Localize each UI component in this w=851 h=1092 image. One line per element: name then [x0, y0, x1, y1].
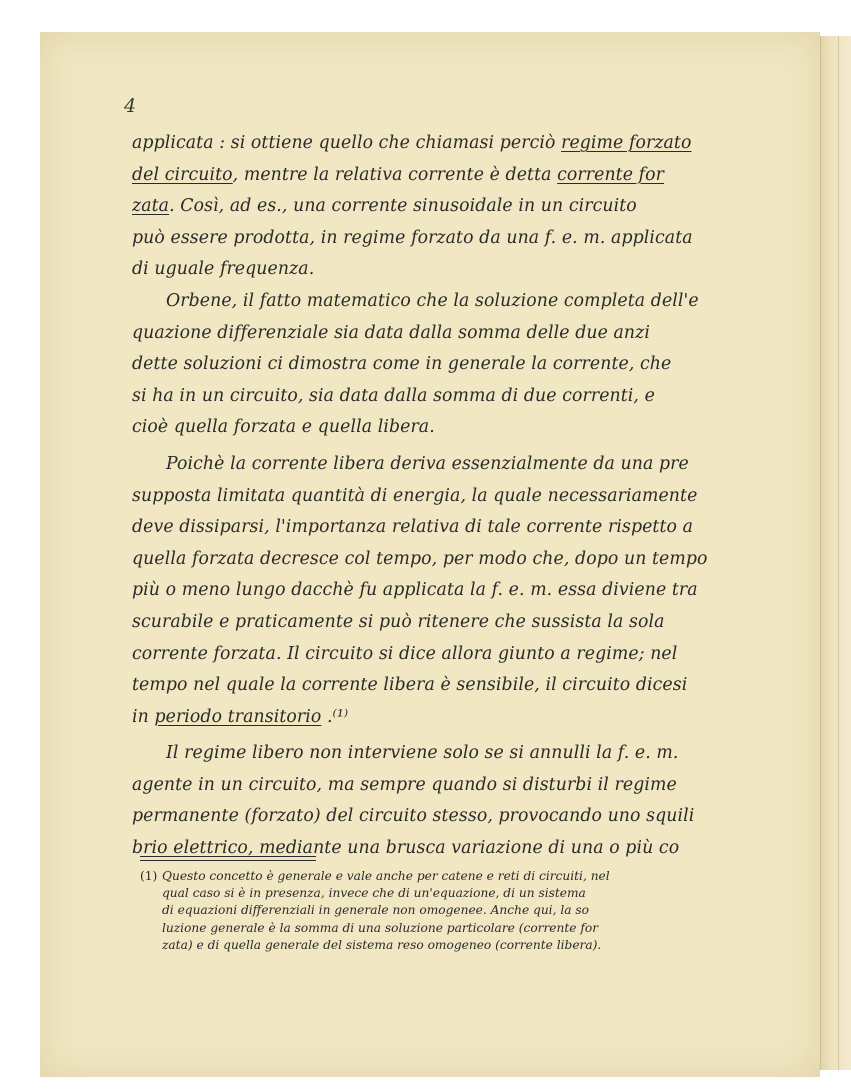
text-run: brio elettrico, mediante una brusca variazione di una o più co [132, 838, 680, 859]
underlined-term: periodo transitorio [154, 706, 322, 727]
text-line [132, 128, 774, 160]
text-run: Il regime libero non interviene solo se si annulli la f. e. m. [166, 743, 679, 764]
text-line [132, 254, 774, 286]
text-run: supposta limitata quantità di energia, la quale necessariamente [132, 485, 698, 506]
underlined-term: regime forzato [561, 133, 692, 153]
text-run: quazione differenziale sia data dalla somma delle due anzi [132, 322, 650, 343]
footnote-line: zata) e di quella generale del sistema reso omogeneo (corrente libera). [162, 937, 602, 952]
footnote-separator-lower [140, 860, 316, 861]
handwritten-body-text [132, 128, 774, 865]
footnote [140, 868, 780, 954]
text-line [132, 738, 774, 770]
text-line [132, 349, 774, 381]
text-run: tempo nel quale la corrente libera è sensibile, il circuito dicesi [132, 675, 688, 696]
text-run: più o meno lungo dacchè fu applicata la f. e. m. essa diviene tra [132, 580, 698, 601]
text-run: cioè quella forzata e quella libera. [132, 417, 435, 438]
text-run: . Così, ad es., una corrente sinusoidale in un circuito [169, 196, 637, 217]
text-line [132, 670, 774, 702]
underlined-term: corrente for [557, 164, 665, 185]
text-line [132, 702, 774, 734]
text-run: agente in un circuito, ma sempre quando si disturbi il regime [132, 774, 677, 795]
text-line [132, 381, 774, 413]
text-run: Orbene, il fatto matematico che la soluzione completa dell'e [166, 290, 699, 311]
text-run: .⁽¹⁾ [321, 706, 349, 727]
text-run: deve dissiparsi, l'importanza relativa di tale corrente rispetto a [132, 517, 694, 538]
text-run: , mentre la relativa corrente è detta [232, 164, 558, 185]
text-run: scurabile e praticamente si può ritenere che sussista la sola [132, 611, 665, 632]
text-run: Poichè la corrente libera deriva essenzialmente da una pre [166, 453, 689, 474]
text-line [132, 318, 774, 350]
footnote-line-text: Questo concetto è generale e vale anche per catene e reti di circuiti, nel [162, 869, 610, 883]
text-run: permanente (forzato) del circuito stesso, provocando uno squili [132, 806, 695, 827]
text-run: in [132, 706, 155, 727]
underlined-term: del circuito [132, 164, 233, 185]
text-line [132, 481, 774, 513]
text-line [132, 544, 774, 576]
text-line [132, 801, 774, 833]
text-run: di uguale frequenza. [132, 259, 315, 280]
text-line [132, 223, 774, 255]
text-run: può essere prodotta, in regime forzato da una f. e. m. applicata [132, 227, 693, 248]
next-page-edge [820, 36, 851, 1070]
page-number: 4 [124, 95, 137, 117]
underlined-term: zata [132, 196, 170, 217]
text-line [132, 449, 774, 481]
text-line [132, 160, 774, 192]
text-run: si ha in un circuito, sia data dalla somma di due correnti, e [132, 385, 655, 406]
footnote-line: qual caso si è in presenza, invece che di un'equazione, di un sistema [162, 886, 586, 901]
text-line [132, 191, 774, 223]
footnote-line [140, 868, 780, 885]
page-fold-line [838, 36, 839, 1070]
footnote-line: di equazioni differenziali in generale non omogenee. Anche qui, la so [162, 903, 589, 918]
footnote-marker: (1) [140, 869, 158, 883]
footnote-separator [140, 856, 316, 857]
text-line [132, 639, 774, 671]
text-run: dette soluzioni ci dimostra come in generale la corrente, che [132, 354, 672, 375]
text-line [132, 512, 774, 544]
footnote-line: luzione generale è la somma di una soluzione particolare (corrente for [162, 920, 599, 935]
text-run: quella forzata decresce col tempo, per modo che, dopo un tempo [132, 548, 708, 569]
text-line [132, 607, 774, 639]
text-run: corrente forzata. Il circuito si dice allora giunto a regime; nel [132, 643, 678, 664]
text-line [132, 575, 774, 607]
text-line [132, 412, 774, 444]
text-line [132, 286, 774, 318]
text-line [132, 770, 774, 802]
text-run: applicata : si ottiene quello che chiamasi perciò [132, 133, 562, 153]
